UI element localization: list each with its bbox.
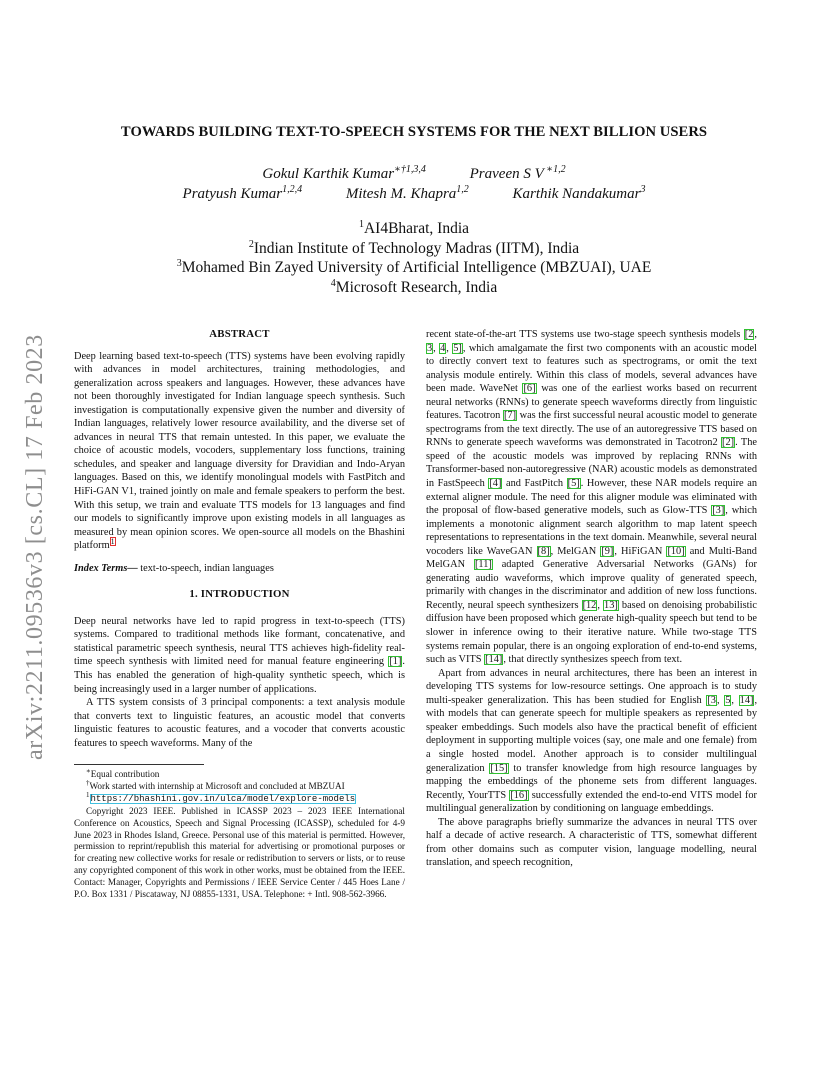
citation-link[interactable]: [16] (510, 789, 528, 801)
author: Pratyush Kumar$^{1,2,4}$ (182, 184, 303, 202)
left-column (74, 328, 405, 901)
citation-link[interactable]: [7] (503, 410, 517, 422)
footnote-link[interactable]: 1 (110, 536, 115, 546)
intro-paragraph-2: A TTS system consists of 3 principal components: a text analysis module that converts text to linguistic features, an acoustic model that converts linguistic features to acoustic features, and a vocoder that converts acoustic features to speech waveforms. Many of the (74, 697, 405, 749)
citation-link[interactable]: [2] (722, 437, 735, 449)
footnote-copyright: Copyright 2023 IEEE. Published in ICASSP 2023 – 2023 IEEE International Conference on Acoustics, Speech and Signal Processing (ICASSP), scheduled for 4-9 June 2023 in Rhodes Island, Greece. Personal use of this material is permitted. However, permission to reprint/republish this material for advertising or promotional purposes or for creating new collective works for resale or redistribution to servers or lists, or to reuse any copyrighted component of this work in other works, must be obtained from the IEEE. Contact: Manager, Copyrights and Permissions / IEEE Service Center / 445 Hoes Lane / P.O. Box 1331 / Piscataway, NJ 08855-1331, USA. Telephone: + Intl. 908-562-3966. (74, 805, 405, 899)
right-paragraph-2: Apart from advances in neural architectures, there has been an interest in developing TTS systems for low-resource settings. One approach is to study multi-speaker generalization. This has been studied for English [3, 5, 14], with models that can generate speech for multiple speakers as represented by speaker embeddings. Such models also have the practical benefit of efficient deployment in supporting multiple voices (say, one male and one female) from a single hosted model. Another approach is to consider multilingual generalization [15] to transfer knowledge from high resource languages by mapping the embeddings of the phoneme sets from different languages. Recently, YourTTS [16] successfully extended the end-to-end VITS model for multilingual generalization by conditioning on language embeddings. (426, 667, 758, 815)
author: Mitesh M. Khapra$^{1,2}$ (345, 184, 469, 202)
paper-title: TOWARDS BUILDING TEXT-TO-SPEECH SYSTEMS FOR THE NEXT BILLION USERS (120, 124, 708, 140)
intro-paragraph-1: Deep neural networks have led to rapid progress in text-to-speech (TTS) systems. Compared to traditional methods like formant, concatenative, and statistical parametric speech synthesis, neural TTS achieves high-fidelity real-time speech synthesis with limited need for manual feature engineering [1]. This has enabled the generation of high-quality synthetic speech, which is being increasingly used in a larger number of applications. (74, 615, 405, 695)
arxiv-identifier[interactable]: arXiv:2211.09536v3 [cs.CL] 17 Feb 2023 (22, 334, 48, 760)
right-paragraph-3: The above paragraphs briefly summarize the advances in neural TTS over half a decade of active research. A characteristic of TTS, somewhat different from other domains such as computer vision, language modelling, neural translation, and speech recognition, (426, 816, 757, 869)
citation-link[interactable]: 4 (440, 342, 446, 354)
author-list (60, 164, 768, 204)
author-row-2 (60, 184, 768, 204)
footnote-equal-contribution: ∗Equal contribution (86, 767, 160, 780)
author: Gokul Karthik Kumar$^{∗\dagger 1,3,4}$ (262, 164, 426, 182)
footnote-internship: †Work started with internship at Microsoft and concluded at MBZUAI (86, 779, 345, 792)
author-row-1 (60, 164, 768, 184)
citation-link[interactable]: [12 (582, 599, 597, 611)
affiliation: $^4$Microsoft Research, India (330, 277, 498, 296)
citation-link[interactable]: [14] (485, 654, 503, 666)
citation-link[interactable]: [9] (601, 545, 614, 557)
citation-link[interactable]: [8] (537, 545, 550, 557)
citation-link[interactable]: [11] (474, 559, 492, 571)
affiliation: $^1$AI4Bharat, India (358, 218, 470, 237)
citation-link[interactable]: [5] (567, 478, 580, 490)
abstract-body: Deep learning based text-to-speech (TTS) systems have been evolving rapidly with advances in model architectures, training methodologies, and generalization across speakers and languages. However, these advances have not been thoroughly investigated for Indian language speech synthesis. Such investigation is computationally expensive given the number and diversity of Indian languages, relatively lower resource availability, and the diverse set of advances in neural TTS that remain untested. In this paper, we evaluate the choice of acoustic models, vocoders, supplementary loss functions, training schedules, and speaker and language diversity for Dravidian and Indo-Aryan languages. Based on this, we identify monolingual models with FastPitch and HiFi-GAN V1, trained jointly on male and female speakers to perform the best. With this setup, we train and evaluate TTS models for 13 languages and find our models to significantly improve upon existing models in all languages as measured by mean opinion scores. We open-source all models on the Bhashini platform$^1$ (74, 350, 405, 552)
citation-link[interactable]: [15] (490, 762, 508, 774)
affiliation: $^3$Mohamed Bin Zayed University of Artificial Intelligence (MBZUAI), UAE (176, 257, 652, 276)
footnotes (74, 769, 405, 900)
affiliation-list (60, 219, 768, 297)
author: Praveen S V $^{∗1,2}$ (469, 164, 566, 182)
citation-link[interactable]: [6] (523, 383, 536, 395)
footnote-rule (74, 764, 204, 765)
citation-link[interactable]: 5 (725, 694, 731, 706)
citation-link[interactable]: 14] (739, 694, 754, 706)
citation-link[interactable]: [4] (489, 478, 502, 490)
citation-link[interactable]: [10] (667, 545, 685, 557)
bhashini-url-link[interactable]: https://bhashini.gov.in/ulca/model/explore-models (90, 794, 356, 804)
abstract-heading: ABSTRACT (209, 328, 270, 340)
right-paragraph-1: recent state-of-the-art TTS systems use two-stage speech synthesis models [2, 3, 4, 5], which amalgamate the first two components with an acoustic model to directly convert text to features such as spectrograms, or omit the text analysis module entirely. Within this class of models, several advances have been made. WaveNet [6] was one of the earliest works based on recurrent neural networks (RNNs) to generate speech waveforms directly from linguistic features. Tacotron [7] was the first successful neural acoustic model to generate spectrograms from the text directly. The use of an autoregressive TTS based on RNNs to generate speech waveforms was demonstrated in Tacotron2 [2]. The speed of the acoustic models was improved by replacing RNNs with Transformer-based non-autoregressive (NAR) acoustic models as demonstrated in FastSpeech [4] and FastPitch [5]. However, these NAR models require an external aligner module. The need for this aligner module was eliminated with the proposal of flow-based generative models, such as Glow-TTS [3], which implements a monotonic alignment search algorithm to map latent speech representations to representations in the text domain. Meanwhile, several neural vocoders like WaveGAN [8], MelGAN [9], HiFiGAN [10] and Multi-Band MelGAN [11] adapted Generative Adversarial Networks (GANs) for generating audio waveforms, which improve quality of generated speech, primarily with changes in the discriminator and addition of new loss functions. Recently, neural speech synthesizers [12, 13] based on denoising probabilistic diffusion have been proposed which generate high-quality speech but tend to be slower in inference owing to their iterative nature. While two-stage TTS systems remain popular, there is an ongoing exploration of end-to-end systems, such as VITS [14], that directly synthesizes speech from text. (426, 329, 758, 666)
index-terms-label: Index Terms— (74, 562, 138, 574)
index-terms: Index Terms— text-to-speech, indian languages (74, 562, 274, 574)
citation-link[interactable]: [3] (712, 505, 725, 517)
right-column (426, 328, 757, 870)
affiliation: $^2$Indian Institute of Technology Madras (IITM), India (248, 238, 580, 257)
footnote-url: $^1$https://bhashini.gov.in/ulca/model/explore-models (86, 790, 356, 804)
citation-link[interactable]: [1] (389, 656, 402, 668)
citation-link[interactable]: 3 (427, 342, 433, 354)
author: Karthik Nandakumar$^3$ (512, 184, 646, 202)
citation-link[interactable]: 5] (453, 342, 462, 354)
section-heading-introduction: 1. INTRODUCTION (189, 588, 290, 601)
citation-link[interactable]: [2 (744, 329, 754, 340)
citation-link[interactable]: [3 (707, 694, 716, 706)
citation-link[interactable]: 13] (604, 599, 618, 611)
